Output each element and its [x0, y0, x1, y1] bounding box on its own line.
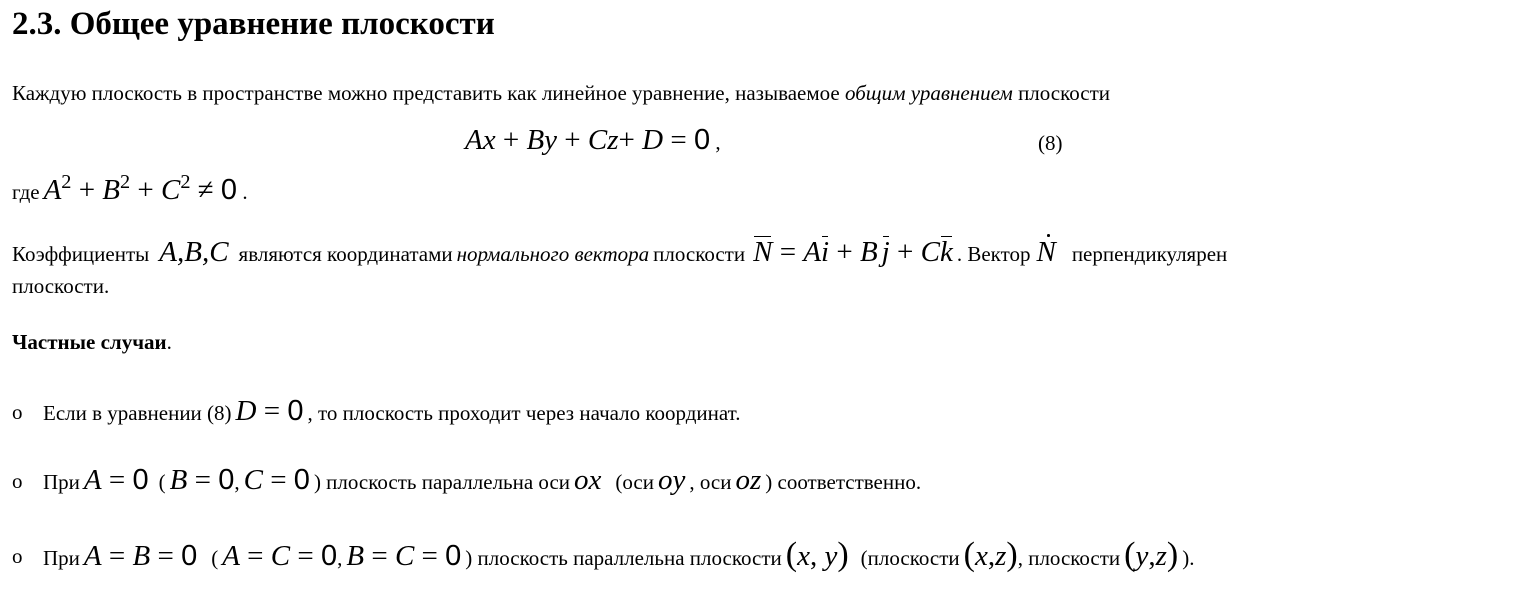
case2-text3: , оси — [689, 470, 732, 494]
cond-zero: 0 — [220, 174, 238, 206]
normal-A: A — [803, 236, 822, 268]
special-heading-text: Частные случаи — [12, 330, 167, 354]
page-title: 2.3. Общее уравнение плоскости — [12, 6, 495, 42]
intro-text-after: плоскости — [1012, 81, 1111, 105]
normal-N: N — [753, 232, 772, 272]
normal-j: j — [882, 232, 890, 272]
condition-suffix: . — [237, 180, 248, 204]
case-1 — [43, 392, 741, 435]
case3-equals: = — [239, 540, 271, 572]
case2-B: B — [169, 464, 188, 496]
equation-number: (8) — [1038, 131, 1063, 155]
case3-yz-z: z — [1155, 540, 1167, 572]
cond-B: B — [102, 174, 121, 206]
case3-B: B — [132, 540, 151, 572]
cond-square: 2 — [61, 170, 72, 193]
case2-zero: 0 — [132, 464, 149, 496]
case-2 — [43, 461, 921, 504]
case3-plane-xz: (x,z) — [963, 536, 1018, 573]
case2-comma: , — [234, 470, 240, 494]
cond-C: C — [161, 174, 181, 206]
eq8-A: A — [465, 124, 483, 156]
case3-formula-b — [222, 540, 337, 572]
case2-zero: 0 — [218, 464, 235, 496]
case3-yz-sep: , — [1148, 540, 1156, 572]
case2-open-paren: ( — [158, 470, 166, 494]
eq8-x: x — [482, 124, 496, 156]
case1-formula — [236, 395, 304, 427]
equation-8 — [465, 122, 721, 158]
intro-text-before: Каждую плоскость в пространстве можно представить как линейное уравнение, называемое — [12, 81, 845, 105]
cond-not-equal: ≠ — [190, 174, 221, 206]
special-cases-heading — [12, 329, 172, 355]
normal-plus: + — [889, 236, 921, 268]
normal-vector-paragraph — [12, 232, 1227, 277]
normal-plus: + — [829, 236, 860, 268]
normal-vector-formula — [753, 236, 953, 268]
eq8-plus: + — [495, 124, 527, 156]
normal-B: B — [859, 236, 878, 268]
eq8-y: y — [544, 124, 558, 156]
normal-term: нормального вектора — [456, 242, 650, 266]
intro-term: общим уравнением — [845, 81, 1013, 105]
case1-zero: 0 — [287, 395, 304, 427]
eq8-plus: + — [618, 124, 643, 156]
case-1-bullet: o — [12, 400, 23, 424]
normal-N2: N — [1036, 232, 1055, 272]
eq8-comma: , — [710, 130, 721, 154]
case3-B: B — [346, 540, 365, 572]
normal-i: i — [821, 232, 829, 272]
normal-mid2: плоскости — [653, 242, 746, 266]
case3-text1: ) плоскость параллельна плоскости — [465, 546, 782, 570]
case3-plane-xy: (x, y) — [785, 536, 849, 573]
case1-text2: , то плоскость проходит через начало координат. — [307, 401, 741, 425]
case2-text2: (оси — [615, 470, 654, 494]
case3-xz-x: x — [974, 540, 988, 572]
case2-formula-b — [170, 464, 235, 496]
cond-plus: + — [130, 174, 162, 206]
case3-yz-y: y — [1135, 540, 1149, 572]
case3-comma: , — [337, 546, 343, 570]
case3-plane-yz: (y,z) — [1124, 536, 1179, 573]
condition-formula — [43, 170, 238, 206]
case2-C: C — [243, 464, 263, 496]
case1-D: D — [235, 395, 257, 427]
normal-C: C — [920, 236, 940, 268]
cond-plus: + — [71, 174, 103, 206]
eq8-zero: 0 — [693, 124, 711, 156]
cond-square: 2 — [180, 170, 191, 193]
case3-xz-z: z — [995, 540, 1007, 572]
normal-line2: плоскости. — [12, 274, 110, 298]
case3-formula-c — [346, 540, 461, 572]
case3-xy-sep: , — [809, 540, 825, 572]
normal-k: k — [940, 232, 953, 272]
case3-equals: = — [364, 540, 395, 572]
eq8-z: z — [607, 124, 619, 156]
case3-open-paren: ( — [211, 546, 219, 570]
case3-A: A — [83, 540, 102, 572]
cond-A: A — [43, 174, 62, 206]
case2-oy: oy — [657, 464, 686, 496]
case2-equals: = — [262, 464, 294, 496]
case2-text0: При — [43, 470, 80, 494]
case2-text4: ) соответственно. — [765, 470, 922, 494]
case3-equals: = — [290, 540, 321, 572]
condition-line — [12, 170, 248, 215]
eq8-equals: = — [663, 124, 694, 156]
eq8-plus: + — [557, 124, 588, 156]
case1-text1: Если в уравнении (8) — [43, 401, 232, 425]
case1-equals: = — [256, 395, 288, 427]
case3-equals: = — [101, 540, 133, 572]
case-3 — [43, 535, 1195, 581]
case2-A: A — [83, 464, 102, 496]
case-3-bullet: o — [12, 544, 23, 568]
case2-ox: ox — [574, 464, 602, 496]
case3-zero: 0 — [445, 540, 462, 572]
case2-formula-c — [244, 464, 310, 496]
case3-A: A — [222, 540, 240, 572]
case2-equals: = — [101, 464, 133, 496]
case-2-bullet: o — [12, 469, 23, 493]
case3-xz-sep: , — [987, 540, 996, 572]
case3-text3: , плоскости — [1017, 546, 1121, 570]
case3-text2: (плоскости — [860, 546, 960, 570]
case3-xy-x: x — [797, 540, 810, 572]
case3-equals: = — [414, 540, 446, 572]
condition-prefix: где — [12, 180, 40, 204]
case2-oz: oz — [735, 464, 762, 496]
case3-text0: При — [43, 546, 80, 570]
case3-text4: ). — [1182, 546, 1195, 570]
eq8-D: D — [642, 124, 664, 156]
normal-vector-text: . Вектор — [956, 242, 1031, 266]
case3-zero: 0 — [320, 540, 338, 572]
normal-mid: являются координатами — [238, 242, 453, 266]
case2-zero: 0 — [293, 464, 310, 496]
case3-C: C — [270, 540, 291, 572]
case3-C: C — [394, 540, 415, 572]
case3-xy-y: y — [824, 540, 838, 572]
eq8-C: C — [587, 124, 608, 156]
special-heading-dot: . — [166, 330, 172, 354]
intro-paragraph — [12, 80, 1110, 106]
case2-text1: ) плоскость параллельна оси — [313, 470, 571, 494]
normal-prefix: Коэффициенты — [12, 242, 150, 266]
case2-formula-a — [84, 464, 149, 496]
eq8-B: B — [526, 124, 545, 156]
case2-equals: = — [187, 464, 219, 496]
normal-end-text: перпендикулярен — [1071, 242, 1228, 266]
case3-formula-a — [84, 540, 197, 572]
normal-equals: = — [772, 236, 804, 268]
normal-coefficients: A,B,C — [159, 236, 229, 268]
cond-square: 2 — [120, 170, 131, 193]
case3-zero: 0 — [181, 540, 198, 572]
case3-equals: = — [150, 540, 182, 572]
